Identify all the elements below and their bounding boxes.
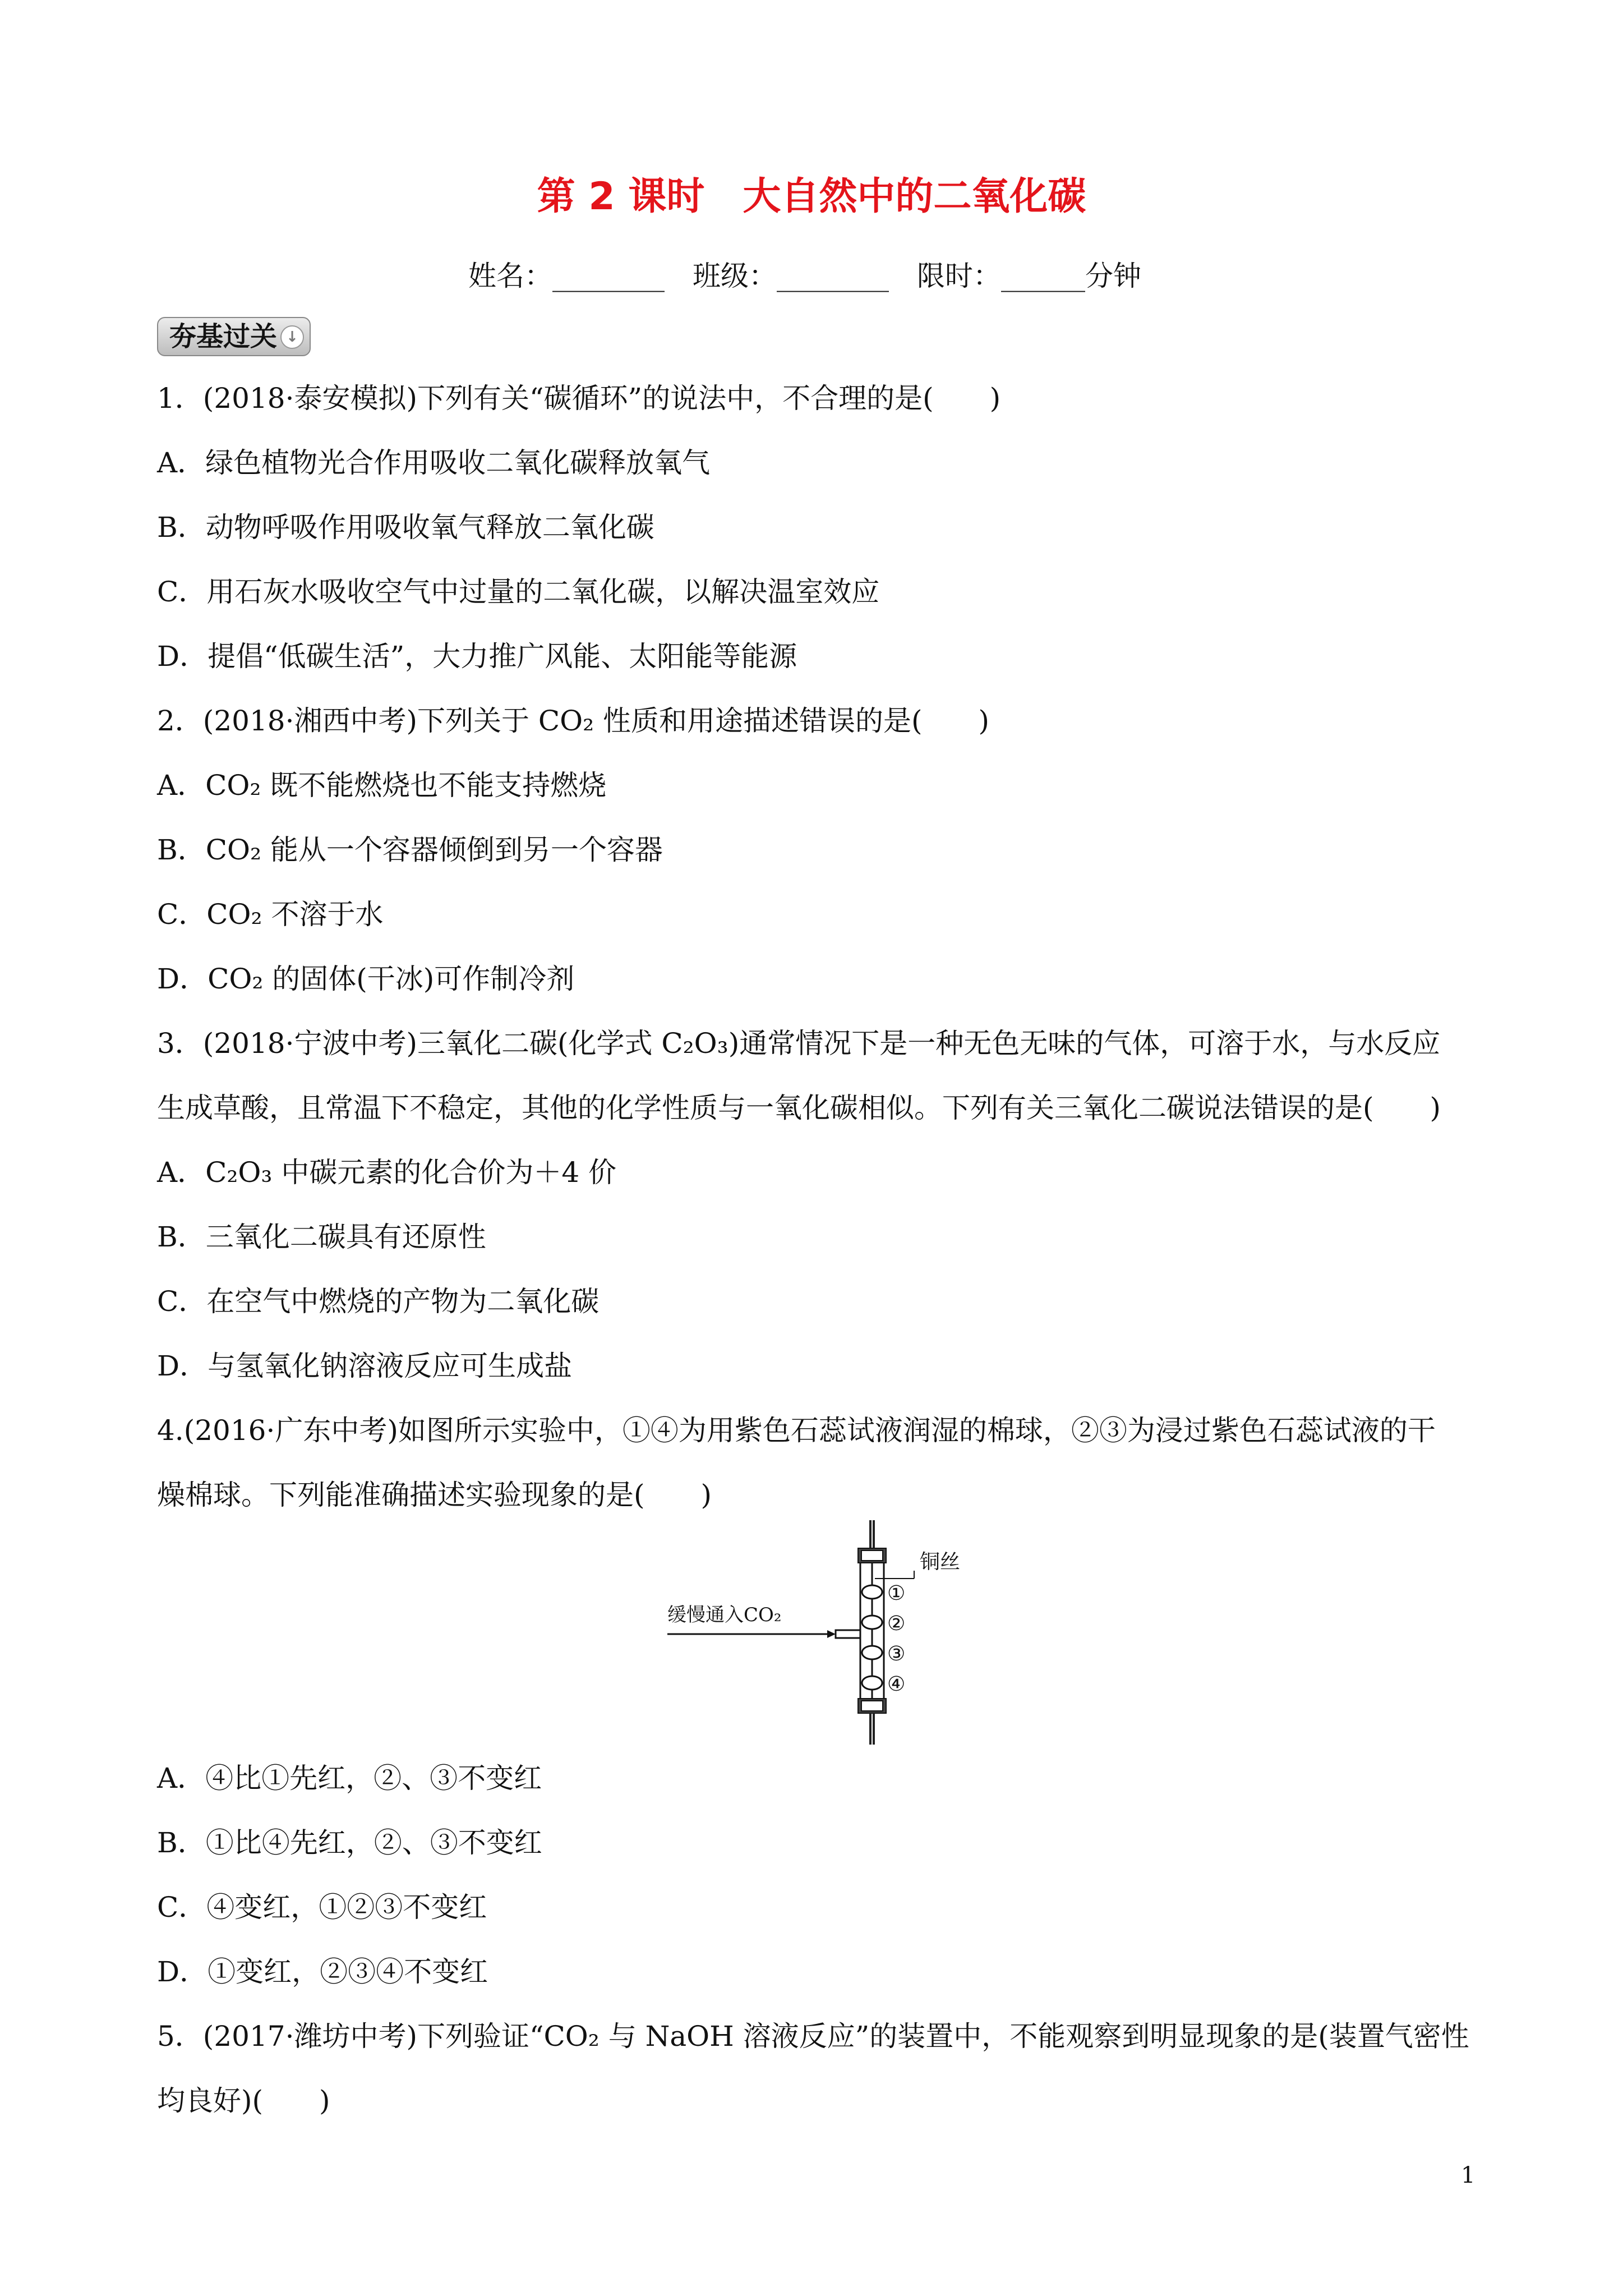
cotton-ball-3 [862, 1646, 882, 1659]
question-4-option-d: D．①变红，②③④不变红 [157, 1955, 488, 1988]
question-2-option-c: C．CO₂ 不溶于水 [157, 898, 384, 931]
question-3-option-a: A．C₂O₃ 中碳元素的化合价为＋4 价 [157, 1156, 617, 1189]
question-5-stem-line-2: 均良好)( ) [157, 2085, 330, 2117]
question-4-option-c: C．④变红，①②③不变红 [157, 1891, 487, 1924]
question-3-option-d: D．与氢氧化钠溶液反应可生成盐 [157, 1350, 573, 1382]
ball-label-4: ④ [887, 1673, 906, 1696]
arrow-head-icon [827, 1630, 836, 1638]
wire-label: 铜丝 [920, 1550, 961, 1573]
question-5-stem-line-1: 5．(2017·潍坊中考)下列验证“CO₂ 与 NaOH 溶液反应”的装置中，不能观察到明显现象的是(装置气密性 [157, 2020, 1469, 2053]
question-2-option-d: D．CO₂ 的固体(干冰)可作制冷剂 [157, 963, 575, 995]
section-badge [157, 317, 311, 356]
question-2-stem: 2．(2018·湘西中考)下列关于 CO₂ 性质和用途描述错误的是( ) [157, 705, 990, 737]
question-1-option-b: B．动物呼吸作用吸收氧气释放二氧化碳 [157, 511, 654, 544]
question-3-stem-line-2: 生成草酸，且常温下不稳定，其他的化学性质与一氧化碳相似。下列有关三氧化二碳说法错误的是( ) [157, 1092, 1441, 1124]
question-4-stem-line-2: 燥棉球。下列能准确描述实验现象的是( ) [157, 1479, 712, 1511]
question-2-option-a: A．CO₂ 既不能燃烧也不能支持燃烧 [157, 769, 607, 802]
question-2-option-b: B．CO₂ 能从一个容器倾倒到另一个容器 [157, 834, 663, 866]
cotton-ball-4 [862, 1676, 882, 1690]
page-title: 第 2 课时 大自然中的二氧化碳 [537, 174, 1086, 219]
question-4-option-b: B．①比④先红，②、③不变红 [157, 1826, 542, 1859]
co2-experiment-diagram [667, 1520, 981, 1745]
side-inlet-tube [836, 1630, 860, 1638]
question-1-option-c: C．用石灰水吸收空气中过量的二氧化碳，以解决温室效应 [157, 576, 880, 608]
cotton-ball-1 [862, 1585, 882, 1599]
ball-label-3: ③ [887, 1642, 906, 1665]
question-4-stem-line-1: 4.(2016·广东中考)如图所示实验中，①④为用紫色石蕊试液润湿的棉球，②③为浸过紫色石蕊试液的干 [157, 1414, 1436, 1447]
ball-label-2: ② [887, 1612, 906, 1635]
ball-label-1: ① [887, 1582, 906, 1605]
page-number: 1 [1461, 2162, 1476, 2188]
question-1-option-d: D．提倡“低碳生活”，大力推广风能、太阳能等能源 [157, 640, 797, 673]
inlet-label: 缓慢通入CO₂ [667, 1604, 782, 1626]
question-1-stem: 1．(2018·泰安模拟)下列有关“碳循环”的说法中，不合理的是( ) [157, 382, 1001, 415]
question-3-option-c: C．在空气中燃烧的产物为二氧化碳 [157, 1285, 600, 1318]
section-badge-label: 夯基过关 [169, 321, 278, 352]
question-1-option-a: A．绿色植物光合作用吸收二氧化碳释放氧气 [157, 447, 711, 479]
cotton-ball-2 [862, 1616, 882, 1629]
question-3-option-b: B．三氧化二碳具有还原性 [157, 1221, 486, 1253]
down-arrow-icon: ↓ [280, 325, 304, 349]
question-4-option-a: A．④比①先红，②、③不变红 [157, 1762, 542, 1795]
student-info-line: 姓名：________ 班级：________ 限时：______分钟 [468, 260, 1141, 292]
question-3-stem-line-1: 3．(2018·宁波中考)三氧化二碳(化学式 C₂O₃)通常情况下是一种无色无味的气体，可溶于水，与水反应 [157, 1027, 1441, 1060]
